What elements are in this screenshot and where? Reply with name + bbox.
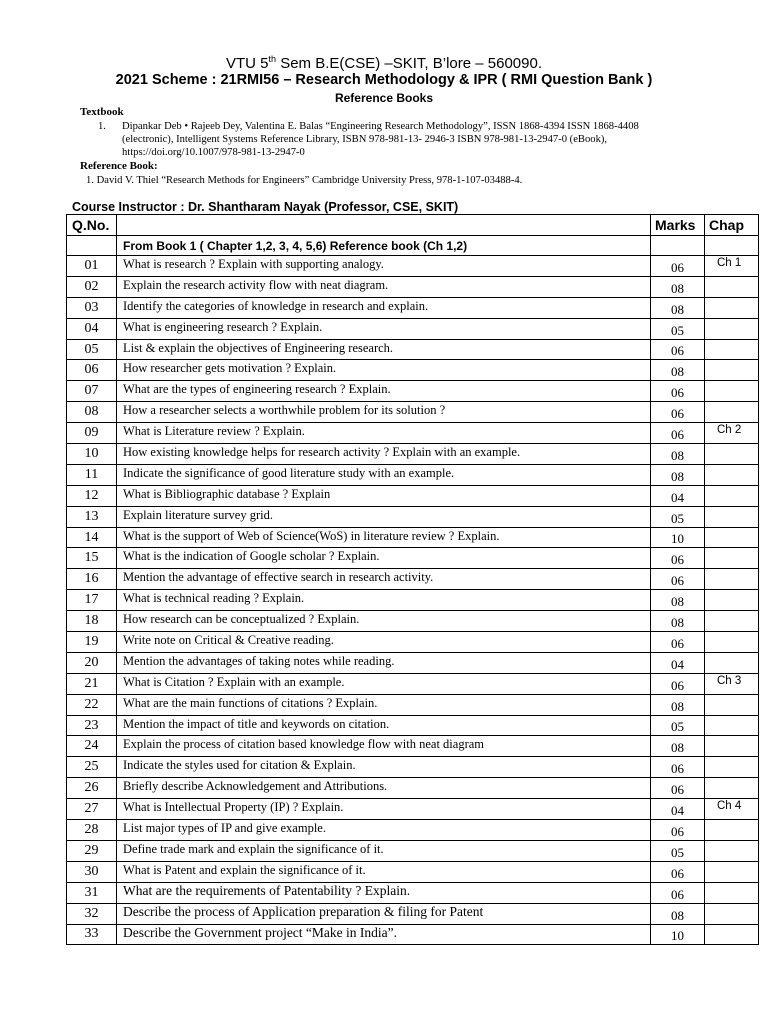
question-text: Describe the process of Application preparation & filing for Patent	[117, 903, 651, 924]
subheader-text: From Book 1 ( Chapter 1,2, 3, 4, 5,6) Reference book (Ch 1,2)	[117, 236, 651, 256]
question-chapter	[705, 861, 759, 882]
table-row	[67, 527, 759, 548]
question-marks: 08	[651, 611, 705, 632]
table-row	[67, 694, 759, 715]
question-number: 28	[67, 820, 117, 841]
table-row	[67, 903, 759, 924]
question-number: 31	[67, 882, 117, 903]
table-row	[67, 882, 759, 903]
question-number: 20	[67, 652, 117, 673]
question-text: Explain the process of citation based knowledge flow with neat diagram	[117, 736, 651, 757]
question-chapter	[705, 611, 759, 632]
question-chapter	[705, 444, 759, 465]
question-number: 25	[67, 757, 117, 778]
question-marks: 06	[651, 423, 705, 444]
question-marks: 06	[651, 339, 705, 360]
table-row	[67, 820, 759, 841]
question-table	[66, 214, 759, 945]
table-row	[67, 256, 759, 277]
question-chapter	[705, 736, 759, 757]
question-marks: 08	[651, 694, 705, 715]
course-instructor: Course Instructor : Dr. Shantharam Nayak (Professor, CSE, SKIT)	[72, 200, 459, 214]
question-number: 13	[67, 506, 117, 527]
question-number: 18	[67, 611, 117, 632]
question-text: What is the support of Web of Science(WoS) in literature review ? Explain.	[117, 527, 651, 548]
question-text: How existing knowledge helps for research activity ? Explain with an example.	[117, 444, 651, 465]
question-chapter	[705, 882, 759, 903]
question-number: 10	[67, 444, 117, 465]
question-marks: 08	[651, 276, 705, 297]
textbook-entry-number: 1.	[98, 121, 106, 132]
header-chap: Chap	[705, 215, 759, 236]
question-marks: 05	[651, 715, 705, 736]
question-number: 16	[67, 569, 117, 590]
question-number: 23	[67, 715, 117, 736]
table-row	[67, 924, 759, 945]
question-marks: 06	[651, 778, 705, 799]
question-chapter	[705, 464, 759, 485]
question-marks: 06	[651, 381, 705, 402]
question-number: 02	[67, 276, 117, 297]
question-number: 29	[67, 840, 117, 861]
subheader-empty-cell	[705, 236, 759, 256]
table-row	[67, 736, 759, 757]
question-text: Define trade mark and explain the significance of it.	[117, 840, 651, 861]
table-row	[67, 840, 759, 861]
question-marks: 06	[651, 861, 705, 882]
textbook-label: Textbook	[80, 106, 124, 118]
question-marks: 04	[651, 652, 705, 673]
table-row	[67, 402, 759, 423]
question-chapter	[705, 757, 759, 778]
question-marks: 06	[651, 820, 705, 841]
question-number: 06	[67, 360, 117, 381]
question-chapter	[705, 903, 759, 924]
question-text: What is engineering research ? Explain.	[117, 318, 651, 339]
table-row	[67, 778, 759, 799]
question-number: 27	[67, 799, 117, 820]
subheader-empty-cell	[67, 236, 117, 256]
question-number: 03	[67, 297, 117, 318]
question-chapter	[705, 360, 759, 381]
header-reference-books: Reference Books	[334, 91, 434, 105]
question-number: 05	[67, 339, 117, 360]
question-chapter	[705, 548, 759, 569]
question-text: Explain the research activity flow with neat diagram.	[117, 276, 651, 297]
question-chapter	[705, 381, 759, 402]
header-scheme-title: 2021 Scheme : 21RMI56 – Research Methodology & IPR ( RMI Question Bank )	[115, 72, 653, 88]
question-number: 01	[67, 256, 117, 277]
question-marks: 05	[651, 840, 705, 861]
table-row	[67, 799, 759, 820]
question-chapter: Ch 4	[705, 799, 759, 820]
question-marks: 06	[651, 632, 705, 653]
question-chapter	[705, 485, 759, 506]
table-row	[67, 276, 759, 297]
table-row	[67, 632, 759, 653]
table-row	[67, 297, 759, 318]
question-chapter	[705, 339, 759, 360]
header-line-1-post: Sem B.E(CSE) –SKIT, B’lore – 560090.	[276, 55, 542, 72]
question-number: 22	[67, 694, 117, 715]
question-text: Indicate the styles used for citation & Explain.	[117, 757, 651, 778]
table-row	[67, 590, 759, 611]
question-number: 12	[67, 485, 117, 506]
question-marks: 04	[651, 485, 705, 506]
question-number: 04	[67, 318, 117, 339]
question-marks: 08	[651, 360, 705, 381]
question-chapter: Ch 2	[705, 423, 759, 444]
question-chapter	[705, 924, 759, 945]
reference-book-entry: 1. David V. Thiel “Research Methods for Engineers” Cambridge University Press, 978-1-107-03488-4.	[86, 175, 523, 186]
header-qno: Q.No.	[67, 215, 117, 236]
reference-book-label: Reference Book:	[80, 160, 158, 172]
question-text: What is Citation ? Explain with an example.	[117, 673, 651, 694]
table-row	[67, 757, 759, 778]
question-text: Briefly describe Acknowledgement and Attributions.	[117, 778, 651, 799]
question-text: What is Intellectual Property (IP) ? Explain.	[117, 799, 651, 820]
question-text: What is Bibliographic database ? Explain	[117, 485, 651, 506]
question-chapter	[705, 276, 759, 297]
question-text: Explain literature survey grid.	[117, 506, 651, 527]
question-text: Mention the advantages of taking notes while reading.	[117, 652, 651, 673]
question-text: What is technical reading ? Explain.	[117, 590, 651, 611]
header-line-1	[0, 50, 768, 73]
question-marks: 08	[651, 297, 705, 318]
question-marks: 08	[651, 444, 705, 465]
question-marks: 08	[651, 464, 705, 485]
table-row	[67, 861, 759, 882]
question-chapter	[705, 820, 759, 841]
question-marks: 06	[651, 673, 705, 694]
question-number: 30	[67, 861, 117, 882]
question-text: Mention the advantage of effective search in research activity.	[117, 569, 651, 590]
question-chapter	[705, 694, 759, 715]
header-line-1-pre: VTU 5	[226, 55, 269, 72]
question-chapter	[705, 590, 759, 611]
table-header-row	[67, 215, 759, 236]
question-number: 09	[67, 423, 117, 444]
header-marks: Marks	[651, 215, 705, 236]
question-chapter	[705, 318, 759, 339]
question-number: 14	[67, 527, 117, 548]
question-chapter	[705, 297, 759, 318]
table-row	[67, 381, 759, 402]
question-marks: 10	[651, 527, 705, 548]
question-text: What are the requirements of Patentability ? Explain.	[117, 882, 651, 903]
question-marks: 06	[651, 256, 705, 277]
table-row	[67, 548, 759, 569]
question-marks: 10	[651, 924, 705, 945]
question-text: What is Patent and explain the significance of it.	[117, 861, 651, 882]
question-number: 17	[67, 590, 117, 611]
question-text: How research can be conceptualized ? Explain.	[117, 611, 651, 632]
question-chapter	[705, 778, 759, 799]
question-marks: 05	[651, 318, 705, 339]
question-marks: 06	[651, 548, 705, 569]
question-chapter	[705, 506, 759, 527]
table-row	[67, 715, 759, 736]
question-number: 24	[67, 736, 117, 757]
table-row	[67, 611, 759, 632]
table-row	[67, 360, 759, 381]
question-text: List major types of IP and give example.	[117, 820, 651, 841]
question-chapter	[705, 840, 759, 861]
question-text: What are the main functions of citations ? Explain.	[117, 694, 651, 715]
question-text: Describe the Government project “Make in India”.	[117, 924, 651, 945]
question-text: Write note on Critical & Creative reading.	[117, 632, 651, 653]
table-row	[67, 652, 759, 673]
table-row	[67, 464, 759, 485]
question-number: 21	[67, 673, 117, 694]
question-chapter	[705, 402, 759, 423]
table-row	[67, 506, 759, 527]
question-chapter	[705, 715, 759, 736]
question-text: List & explain the objectives of Engineering research.	[117, 339, 651, 360]
question-text: How a researcher selects a worthwhile problem for its solution ?	[117, 402, 651, 423]
question-text: What is research ? Explain with supporting analogy.	[117, 256, 651, 277]
question-marks: 06	[651, 569, 705, 590]
table-row	[67, 673, 759, 694]
header-line-1-sup: th	[268, 54, 277, 64]
textbook-entry-text: Dipankar Deb • Rajeeb Dey, Valentina E. Balas “Engineering Research Methodology”, ISSN 1868-4394 ISSN 1868-4408 (electronic), Intelligent Systems Reference Library, ISBN 978-981-13- 2946-3 ISBN 978-981-13-2947-0 (eBook), https://doi.org/10.1007/978-981-13-2947-0	[122, 121, 639, 159]
question-number: 15	[67, 548, 117, 569]
subheader-empty-cell	[651, 236, 705, 256]
question-text: What are the types of engineering research ? Explain.	[117, 381, 651, 402]
question-marks: 05	[651, 506, 705, 527]
question-number: 32	[67, 903, 117, 924]
question-text: What is Literature review ? Explain.	[117, 423, 651, 444]
question-number: 33	[67, 924, 117, 945]
table-row	[67, 569, 759, 590]
question-text: What is the indication of Google scholar ? Explain.	[117, 548, 651, 569]
question-chapter	[705, 632, 759, 653]
table-row	[67, 444, 759, 465]
question-chapter: Ch 1	[705, 256, 759, 277]
question-number: 08	[67, 402, 117, 423]
header-question	[117, 215, 651, 236]
question-marks: 08	[651, 903, 705, 924]
question-number: 11	[67, 464, 117, 485]
table-row	[67, 423, 759, 444]
question-marks: 04	[651, 799, 705, 820]
question-chapter	[705, 652, 759, 673]
question-marks: 06	[651, 882, 705, 903]
question-marks: 08	[651, 590, 705, 611]
question-marks: 06	[651, 757, 705, 778]
question-text: Mention the impact of title and keywords on citation.	[117, 715, 651, 736]
question-chapter	[705, 569, 759, 590]
question-number: 07	[67, 381, 117, 402]
question-marks: 08	[651, 736, 705, 757]
table-row	[67, 339, 759, 360]
question-marks: 06	[651, 402, 705, 423]
question-text: How researcher gets motivation ? Explain.	[117, 360, 651, 381]
table-row	[67, 318, 759, 339]
question-chapter	[705, 527, 759, 548]
table-row	[67, 485, 759, 506]
question-number: 19	[67, 632, 117, 653]
textbook-entry	[98, 120, 688, 160]
question-text: Identify the categories of knowledge in research and explain.	[117, 297, 651, 318]
question-text: Indicate the significance of good literature study with an example.	[117, 464, 651, 485]
question-number: 26	[67, 778, 117, 799]
table-subheader-row	[67, 236, 759, 256]
question-chapter: Ch 3	[705, 673, 759, 694]
